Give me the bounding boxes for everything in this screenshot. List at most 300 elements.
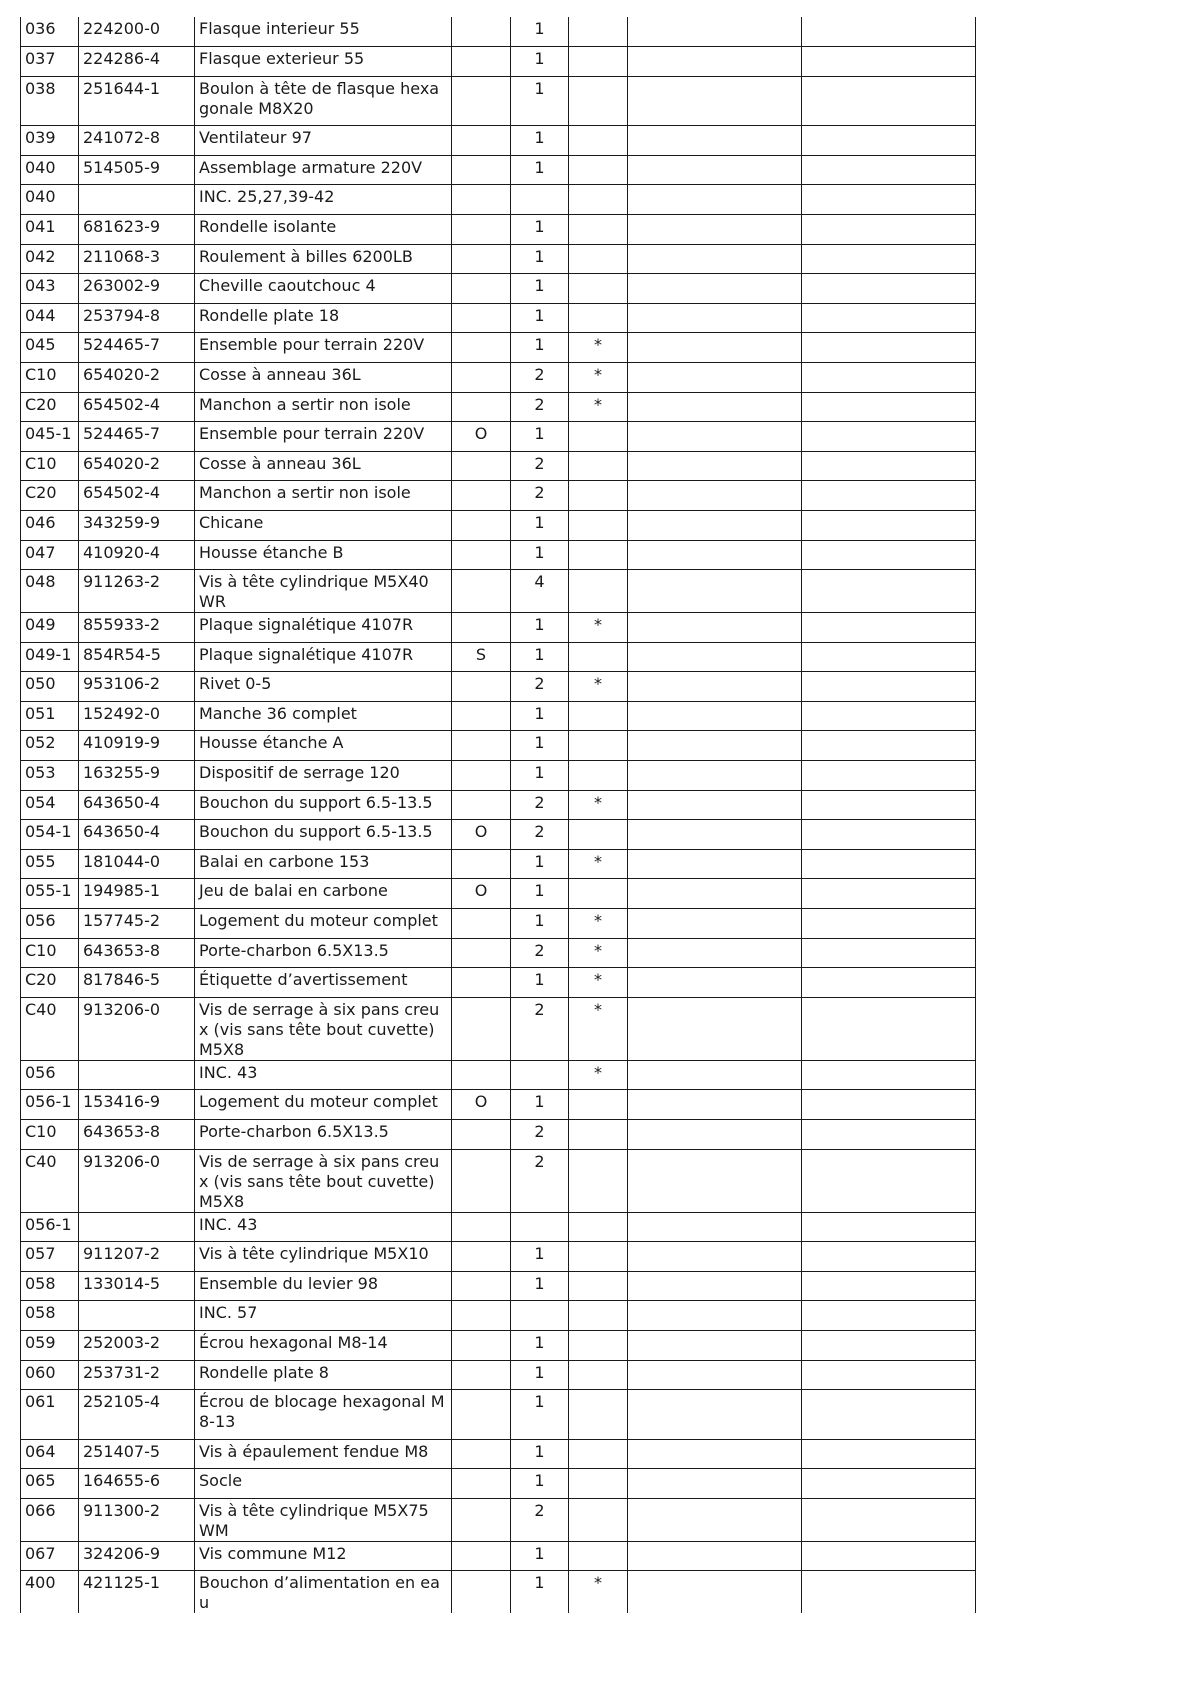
description-cell: Logement du moteur complet xyxy=(195,1090,452,1120)
note-mark-cell: * xyxy=(569,672,628,702)
option-code-cell xyxy=(452,1060,511,1090)
blank-cell xyxy=(628,451,802,481)
option-code-cell xyxy=(452,570,511,613)
note-mark-cell: * xyxy=(569,938,628,968)
blank-cell xyxy=(628,333,802,363)
item-number-cell: C20 xyxy=(21,481,79,511)
blank-cell xyxy=(628,1149,802,1212)
option-code-cell xyxy=(452,451,511,481)
description-cell: Manchon a sertir non isole xyxy=(195,392,452,422)
part-number-cell: 263002-9 xyxy=(79,274,195,304)
note-mark-cell: * xyxy=(569,1571,628,1614)
part-number-cell: 817846-5 xyxy=(79,968,195,998)
part-number-cell: 133014-5 xyxy=(79,1271,195,1301)
table-row xyxy=(21,1212,976,1242)
table-row xyxy=(21,1301,976,1331)
quantity-cell: 1 xyxy=(511,1360,569,1390)
item-number-cell: C40 xyxy=(21,997,79,1060)
item-number-cell: 065 xyxy=(21,1469,79,1499)
quantity-cell: 1 xyxy=(511,1571,569,1614)
quantity-cell: 1 xyxy=(511,909,569,939)
blank-cell xyxy=(628,820,802,850)
quantity-cell: 2 xyxy=(511,672,569,702)
description-cell: INC. 25,27,39-42 xyxy=(195,185,452,215)
quantity-cell xyxy=(511,1212,569,1242)
item-number-cell: 056 xyxy=(21,1060,79,1090)
description-cell: Vis à tête cylindrique M5X75 WM xyxy=(195,1498,452,1541)
option-code-cell xyxy=(452,672,511,702)
description-cell: Housse étanche B xyxy=(195,540,452,570)
option-code-cell xyxy=(452,909,511,939)
item-number-cell: 064 xyxy=(21,1439,79,1469)
item-number-cell: 058 xyxy=(21,1301,79,1331)
blank-cell xyxy=(628,938,802,968)
blank-cell xyxy=(628,761,802,791)
note-mark-cell xyxy=(569,1149,628,1212)
item-number-cell: 047 xyxy=(21,540,79,570)
parts-list-table xyxy=(20,17,976,1613)
note-mark-cell: * xyxy=(569,362,628,392)
table-row xyxy=(21,244,976,274)
quantity-cell: 4 xyxy=(511,570,569,613)
description-cell: Rondelle plate 18 xyxy=(195,303,452,333)
item-number-cell: 043 xyxy=(21,274,79,304)
table-row xyxy=(21,1060,976,1090)
blank-cell xyxy=(628,126,802,156)
blank-cell xyxy=(802,451,976,481)
note-mark-cell xyxy=(569,642,628,672)
blank-cell xyxy=(628,76,802,126)
description-cell: Boulon à tête de flasque hexagonale M8X20 xyxy=(195,76,452,126)
part-number-cell xyxy=(79,1301,195,1331)
part-number-cell: 643650-4 xyxy=(79,820,195,850)
blank-cell xyxy=(802,1541,976,1571)
option-code-cell xyxy=(452,1439,511,1469)
note-mark-cell xyxy=(569,1242,628,1272)
blank-cell xyxy=(802,1242,976,1272)
part-number-cell: 224286-4 xyxy=(79,47,195,77)
blank-cell xyxy=(802,274,976,304)
quantity-cell: 1 xyxy=(511,1330,569,1360)
quantity-cell: 1 xyxy=(511,303,569,333)
table-row xyxy=(21,185,976,215)
note-mark-cell xyxy=(569,1439,628,1469)
option-code-cell xyxy=(452,761,511,791)
blank-cell xyxy=(802,820,976,850)
quantity-cell: 1 xyxy=(511,540,569,570)
blank-cell xyxy=(802,997,976,1060)
note-mark-cell xyxy=(569,244,628,274)
blank-cell xyxy=(628,1271,802,1301)
table-row xyxy=(21,672,976,702)
description-cell: Plaque signalétique 4107R xyxy=(195,642,452,672)
note-mark-cell xyxy=(569,76,628,126)
note-mark-cell xyxy=(569,820,628,850)
part-number-cell: 153416-9 xyxy=(79,1090,195,1120)
description-cell: Rondelle plate 8 xyxy=(195,1360,452,1390)
table-row xyxy=(21,362,976,392)
item-number-cell: 045-1 xyxy=(21,422,79,452)
option-code-cell xyxy=(452,1571,511,1614)
quantity-cell: 2 xyxy=(511,820,569,850)
item-number-cell: 041 xyxy=(21,214,79,244)
part-number-cell: 421125-1 xyxy=(79,1571,195,1614)
blank-cell xyxy=(802,185,976,215)
item-number-cell: 048 xyxy=(21,570,79,613)
blank-cell xyxy=(628,1498,802,1541)
item-number-cell: 054 xyxy=(21,790,79,820)
note-mark-cell xyxy=(569,422,628,452)
table-row xyxy=(21,1390,976,1440)
blank-cell xyxy=(802,333,976,363)
note-mark-cell xyxy=(569,1541,628,1571)
quantity-cell: 1 xyxy=(511,333,569,363)
blank-cell xyxy=(628,642,802,672)
part-number-cell: 253731-2 xyxy=(79,1360,195,1390)
description-cell: Ensemble pour terrain 220V xyxy=(195,333,452,363)
option-code-cell xyxy=(452,1390,511,1440)
description-cell: Housse étanche A xyxy=(195,731,452,761)
description-cell: INC. 43 xyxy=(195,1212,452,1242)
blank-cell xyxy=(802,422,976,452)
part-number-cell: 911300-2 xyxy=(79,1498,195,1541)
table-row xyxy=(21,849,976,879)
item-number-cell: 049 xyxy=(21,613,79,643)
option-code-cell xyxy=(452,274,511,304)
blank-cell xyxy=(802,1090,976,1120)
part-number-cell: 152492-0 xyxy=(79,701,195,731)
option-code-cell xyxy=(452,1271,511,1301)
item-number-cell: 056-1 xyxy=(21,1090,79,1120)
table-row xyxy=(21,642,976,672)
quantity-cell xyxy=(511,1060,569,1090)
item-number-cell: 045 xyxy=(21,333,79,363)
blank-cell xyxy=(802,1301,976,1331)
option-code-cell xyxy=(452,968,511,998)
blank-cell xyxy=(802,155,976,185)
part-number-cell: 181044-0 xyxy=(79,849,195,879)
blank-cell xyxy=(802,613,976,643)
blank-cell xyxy=(802,570,976,613)
part-number-cell: 164655-6 xyxy=(79,1469,195,1499)
note-mark-cell: * xyxy=(569,997,628,1060)
blank-cell xyxy=(628,790,802,820)
option-code-cell: O xyxy=(452,422,511,452)
item-number-cell: 057 xyxy=(21,1242,79,1272)
note-mark-cell xyxy=(569,761,628,791)
item-number-cell: 055 xyxy=(21,849,79,879)
table-row xyxy=(21,570,976,613)
blank-cell xyxy=(628,1301,802,1331)
quantity-cell: 2 xyxy=(511,1120,569,1150)
blank-cell xyxy=(802,244,976,274)
part-number-cell: 252105-4 xyxy=(79,1390,195,1440)
blank-cell xyxy=(802,481,976,511)
blank-cell xyxy=(802,1120,976,1150)
quantity-cell: 1 xyxy=(511,155,569,185)
option-code-cell xyxy=(452,214,511,244)
blank-cell xyxy=(802,1060,976,1090)
note-mark-cell xyxy=(569,1360,628,1390)
part-number-cell: 410920-4 xyxy=(79,540,195,570)
table-row xyxy=(21,1498,976,1541)
description-cell: Roulement à billes 6200LB xyxy=(195,244,452,274)
blank-cell xyxy=(802,1360,976,1390)
description-cell: Bouchon du support 6.5-13.5 xyxy=(195,820,452,850)
note-mark-cell xyxy=(569,17,628,47)
quantity-cell: 1 xyxy=(511,1469,569,1499)
description-cell: Ensemble pour terrain 220V xyxy=(195,422,452,452)
note-mark-cell: * xyxy=(569,1060,628,1090)
part-number-cell: 524465-7 xyxy=(79,333,195,363)
description-cell: Porte-charbon 6.5X13.5 xyxy=(195,938,452,968)
part-number-cell: 654502-4 xyxy=(79,481,195,511)
note-mark-cell xyxy=(569,1120,628,1150)
option-code-cell xyxy=(452,17,511,47)
option-code-cell xyxy=(452,938,511,968)
description-cell: Vis à tête cylindrique M5X40 WR xyxy=(195,570,452,613)
quantity-cell: 2 xyxy=(511,997,569,1060)
blank-cell xyxy=(802,879,976,909)
option-code-cell xyxy=(452,244,511,274)
blank-cell xyxy=(628,481,802,511)
part-number-cell: 913206-0 xyxy=(79,997,195,1060)
item-number-cell: 060 xyxy=(21,1360,79,1390)
item-number-cell: 042 xyxy=(21,244,79,274)
note-mark-cell xyxy=(569,481,628,511)
table-row xyxy=(21,1271,976,1301)
blank-cell xyxy=(802,392,976,422)
option-code-cell: O xyxy=(452,879,511,909)
quantity-cell: 2 xyxy=(511,362,569,392)
description-cell: Jeu de balai en carbone xyxy=(195,879,452,909)
option-code-cell xyxy=(452,510,511,540)
item-number-cell: 040 xyxy=(21,185,79,215)
table-row xyxy=(21,303,976,333)
blank-cell xyxy=(628,392,802,422)
blank-cell xyxy=(628,214,802,244)
quantity-cell: 1 xyxy=(511,968,569,998)
part-number-cell: 854R54-5 xyxy=(79,642,195,672)
blank-cell xyxy=(628,879,802,909)
quantity-cell: 2 xyxy=(511,938,569,968)
item-number-cell: 055-1 xyxy=(21,879,79,909)
note-mark-cell: * xyxy=(569,333,628,363)
table-row xyxy=(21,731,976,761)
note-mark-cell xyxy=(569,731,628,761)
option-code-cell xyxy=(452,1149,511,1212)
quantity-cell: 2 xyxy=(511,1149,569,1212)
option-code-cell xyxy=(452,333,511,363)
part-number-cell xyxy=(79,185,195,215)
quantity-cell: 1 xyxy=(511,1271,569,1301)
note-mark-cell xyxy=(569,879,628,909)
blank-cell xyxy=(802,1439,976,1469)
blank-cell xyxy=(802,761,976,791)
option-code-cell xyxy=(452,731,511,761)
blank-cell xyxy=(802,362,976,392)
quantity-cell: 1 xyxy=(511,731,569,761)
note-mark-cell xyxy=(569,540,628,570)
parts-list-body xyxy=(21,17,976,1613)
blank-cell xyxy=(628,1330,802,1360)
part-number-cell: 252003-2 xyxy=(79,1330,195,1360)
blank-cell xyxy=(802,672,976,702)
table-row xyxy=(21,820,976,850)
note-mark-cell xyxy=(569,47,628,77)
blank-cell xyxy=(628,244,802,274)
description-cell: Socle xyxy=(195,1469,452,1499)
table-row xyxy=(21,1541,976,1571)
table-row xyxy=(21,274,976,304)
option-code-cell: S xyxy=(452,642,511,672)
quantity-cell: 1 xyxy=(511,761,569,791)
blank-cell xyxy=(628,570,802,613)
table-row xyxy=(21,540,976,570)
part-number-cell: 913206-0 xyxy=(79,1149,195,1212)
table-row xyxy=(21,76,976,126)
part-number-cell xyxy=(79,1212,195,1242)
table-row xyxy=(21,422,976,452)
item-number-cell: 039 xyxy=(21,126,79,156)
option-code-cell xyxy=(452,47,511,77)
quantity-cell xyxy=(511,1301,569,1331)
note-mark-cell: * xyxy=(569,392,628,422)
description-cell: Étiquette d’avertissement xyxy=(195,968,452,998)
table-row xyxy=(21,879,976,909)
blank-cell xyxy=(628,303,802,333)
blank-cell xyxy=(802,1571,976,1614)
blank-cell xyxy=(628,47,802,77)
table-row xyxy=(21,761,976,791)
blank-cell xyxy=(802,790,976,820)
option-code-cell xyxy=(452,1242,511,1272)
note-mark-cell xyxy=(569,1469,628,1499)
quantity-cell: 2 xyxy=(511,451,569,481)
blank-cell xyxy=(628,613,802,643)
note-mark-cell xyxy=(569,1330,628,1360)
part-number-cell: 241072-8 xyxy=(79,126,195,156)
part-number-cell: 157745-2 xyxy=(79,909,195,939)
part-number-cell: 251644-1 xyxy=(79,76,195,126)
item-number-cell: 052 xyxy=(21,731,79,761)
description-cell: Logement du moteur complet xyxy=(195,909,452,939)
option-code-cell xyxy=(452,185,511,215)
part-number-cell: 643650-4 xyxy=(79,790,195,820)
table-row xyxy=(21,968,976,998)
quantity-cell: 1 xyxy=(511,701,569,731)
option-code-cell xyxy=(452,1301,511,1331)
part-number-cell xyxy=(79,1060,195,1090)
blank-cell xyxy=(628,1060,802,1090)
table-row xyxy=(21,333,976,363)
option-code-cell xyxy=(452,76,511,126)
table-row xyxy=(21,1469,976,1499)
quantity-cell: 2 xyxy=(511,790,569,820)
quantity-cell: 2 xyxy=(511,481,569,511)
part-number-cell: 211068-3 xyxy=(79,244,195,274)
blank-cell xyxy=(802,1149,976,1212)
part-number-cell: 524465-7 xyxy=(79,422,195,452)
blank-cell xyxy=(802,76,976,126)
blank-cell xyxy=(628,1390,802,1440)
part-number-cell: 224200-0 xyxy=(79,17,195,47)
note-mark-cell xyxy=(569,1271,628,1301)
blank-cell xyxy=(628,422,802,452)
blank-cell xyxy=(802,126,976,156)
note-mark-cell xyxy=(569,214,628,244)
blank-cell xyxy=(802,510,976,540)
option-code-cell xyxy=(452,481,511,511)
note-mark-cell xyxy=(569,155,628,185)
quantity-cell: 1 xyxy=(511,17,569,47)
note-mark-cell xyxy=(569,1390,628,1440)
description-cell: Rondelle isolante xyxy=(195,214,452,244)
table-row xyxy=(21,1571,976,1614)
item-number-cell: C10 xyxy=(21,451,79,481)
quantity-cell: 1 xyxy=(511,274,569,304)
table-row xyxy=(21,214,976,244)
blank-cell xyxy=(628,1242,802,1272)
option-code-cell xyxy=(452,155,511,185)
blank-cell xyxy=(628,540,802,570)
description-cell: Flasque interieur 55 xyxy=(195,17,452,47)
item-number-cell: 058 xyxy=(21,1271,79,1301)
option-code-cell: O xyxy=(452,820,511,850)
option-code-cell xyxy=(452,540,511,570)
table-row xyxy=(21,451,976,481)
blank-cell xyxy=(628,997,802,1060)
quantity-cell: 1 xyxy=(511,1390,569,1440)
note-mark-cell xyxy=(569,1212,628,1242)
table-row xyxy=(21,481,976,511)
part-number-cell: 643653-8 xyxy=(79,938,195,968)
option-code-cell xyxy=(452,701,511,731)
description-cell: Vis à épaulement fendue M8 xyxy=(195,1439,452,1469)
table-row xyxy=(21,1149,976,1212)
description-cell: Manche 36 complet xyxy=(195,701,452,731)
quantity-cell: 2 xyxy=(511,1498,569,1541)
quantity-cell: 1 xyxy=(511,510,569,540)
blank-cell xyxy=(628,731,802,761)
note-mark-cell: * xyxy=(569,849,628,879)
blank-cell xyxy=(628,1120,802,1150)
quantity-cell: 1 xyxy=(511,613,569,643)
table-row xyxy=(21,1242,976,1272)
description-cell: Ensemble du levier 98 xyxy=(195,1271,452,1301)
blank-cell xyxy=(802,909,976,939)
blank-cell xyxy=(802,17,976,47)
item-number-cell: 053 xyxy=(21,761,79,791)
option-code-cell xyxy=(452,392,511,422)
part-number-cell: 324206-9 xyxy=(79,1541,195,1571)
description-cell: Chicane xyxy=(195,510,452,540)
description-cell: Flasque exterieur 55 xyxy=(195,47,452,77)
description-cell: Manchon a sertir non isole xyxy=(195,481,452,511)
option-code-cell xyxy=(452,126,511,156)
quantity-cell: 1 xyxy=(511,1541,569,1571)
blank-cell xyxy=(628,1439,802,1469)
blank-cell xyxy=(628,510,802,540)
note-mark-cell xyxy=(569,274,628,304)
note-mark-cell xyxy=(569,1090,628,1120)
blank-cell xyxy=(802,303,976,333)
item-number-cell: 044 xyxy=(21,303,79,333)
blank-cell xyxy=(628,1212,802,1242)
part-number-cell: 253794-8 xyxy=(79,303,195,333)
item-number-cell: C10 xyxy=(21,1120,79,1150)
part-number-cell: 643653-8 xyxy=(79,1120,195,1150)
